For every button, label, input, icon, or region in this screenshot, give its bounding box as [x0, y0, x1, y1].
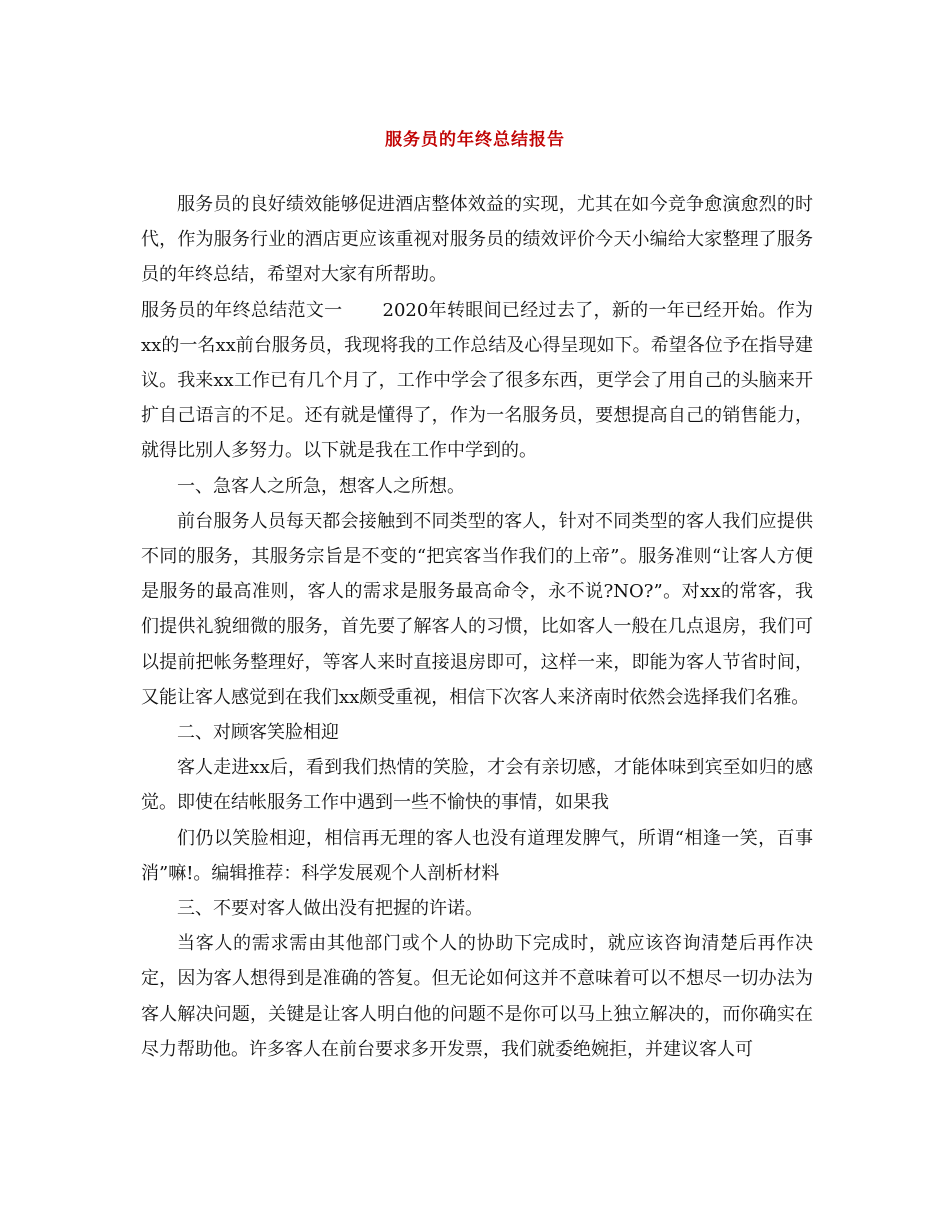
sample-one-heading: 服务员的年终总结范文一	[141, 299, 343, 321]
sample-one-paragraph	[141, 293, 813, 469]
sample-one-text: 2020年转眼间已经过去了，新的一年已经开始。作为xx的一名xx前台服务员，我现将我的工作总结及心得呈现如下。希望各位予在指导建议。我来xx工作已有几个月了，工作中学会了很多东西，更学会了用自己的头脑来开扩自己语言的不足。还有就是懂得了，作为一名服务员，要想提高自己的销售能力，就得比别人多努力。以下就是我在工作中学到的。	[141, 299, 814, 462]
section-heading-3: 三、不要对客人做出没有把握的许诺。	[177, 898, 483, 920]
intro-paragraph: 服务员的良好绩效能够促进酒店整体效益的实现，尤其在如今竞争愈演愈烈的时代，作为服务行业的酒店更应该重视对服务员的绩效评价今天小编给大家整理了服务员的年终总结，希望对大家有所帮助。	[141, 194, 813, 286]
section-2-paragraph-b: 们仍以笑脸相迎，相信再无理的客人也没有道理发脾气，所谓“相逢一笑，百事消”嘛!。编辑推荐：科学发展观个人剖析材料	[141, 827, 813, 884]
section-heading-2: 二、对顾客笑脸相迎	[177, 722, 339, 744]
document-title: 服务员的年终总结报告	[385, 130, 565, 150]
document-body	[141, 187, 813, 1067]
section-1-paragraph: 前台服务人员每天都会接触到不同类型的客人，针对不同类型的客人我们应提供不同的服务，其服务宗旨是不变的“把宾客当作我们的上帝”。服务准则“让客人方便是服务的最高准则，客人的需求是服务最高命令，永不说?NO?”。对xx的常客，我们提供礼貌细微的服务，首先要了解客人的习惯，比如客人一般在几点退房，我们可以提前把帐务整理好，等客人来时直接退房即可，这样一来，即能为客人节省时间，又能让客人感觉到在我们xx颇受重视，相信下次客人来济南时依然会选择我们名雅。	[141, 510, 813, 708]
section-2-paragraph-a: 客人走进xx后，看到我们热情的笑脸，才会有亲切感，才能体味到宾至如归的感觉。即使在结帐服务工作中遇到一些不愉快的事情，如果我	[141, 757, 813, 814]
section-3-paragraph: 当客人的需求需由其他部门或个人的协助下完成时，就应该咨询清楚后再作决定，因为客人想得到是准确的答复。但无论如何这并不意味着可以不想尽一切办法为客人解决问题，关键是让客人明白他的问题不是你可以马上独立解决的，而你确实在尽力帮助他。许多客人在前台要求多开发票，我们就委绝婉拒，并建议客人可	[141, 933, 813, 1060]
section-heading-1: 一、急客人之所急，想客人之所想。	[177, 475, 465, 497]
